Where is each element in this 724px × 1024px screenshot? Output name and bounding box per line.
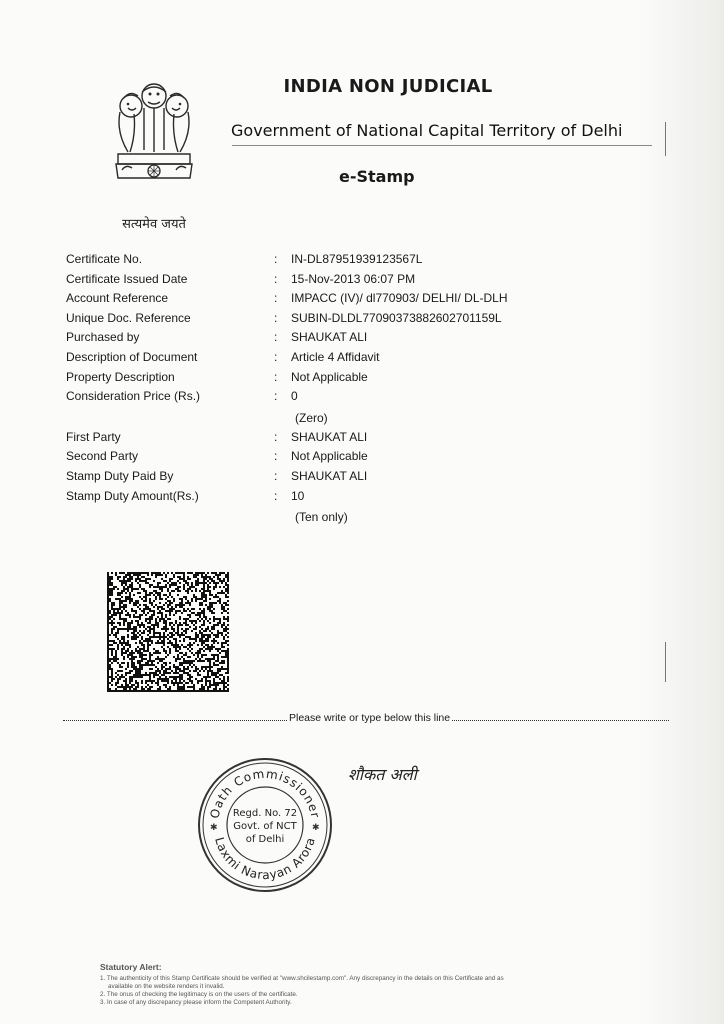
stamp-type: e-Stamp (339, 167, 415, 186)
national-emblem-icon (104, 78, 204, 198)
field-value: 10 (291, 488, 305, 503)
field-label: Certificate Issued Date (66, 271, 188, 286)
divider-text: Please write or type below this line (289, 712, 451, 724)
field-label: First Party (66, 429, 121, 444)
seal-center-line: of Delhi (245, 834, 285, 845)
field-value: IN-DL87951939123567L (291, 252, 423, 266)
header-rule (232, 145, 652, 146)
amount-in-words-row (66, 409, 626, 430)
field-value: SHAUKAT ALI (291, 330, 368, 345)
oath-commissioner-seal-icon (196, 756, 334, 894)
seal-top-text: Oath Commissioner (207, 766, 323, 820)
field-label: Description of Document (66, 349, 198, 364)
field-row (66, 311, 626, 331)
field-colon: : (274, 369, 278, 384)
field-label: Second Party (66, 449, 139, 464)
field-colon: : (274, 252, 278, 266)
seal-center-line: Govt. of NCT (233, 821, 297, 832)
statutory-alert-note: 1. The authenticity of this Stamp Certificate should be verified at "www.shcilestamp.com". Any discrepancy in the details on this Certificate and as (100, 975, 504, 982)
field-row (66, 350, 626, 370)
field-colon: : (274, 330, 278, 345)
amount-in-words: (Ten only) (295, 510, 348, 525)
field-colon: : (274, 468, 278, 483)
field-row (66, 469, 626, 489)
field-row (66, 430, 626, 450)
field-colon: : (274, 271, 278, 286)
field-row (66, 272, 626, 292)
field-value: 15-Nov-2013 06:07 PM (291, 271, 416, 286)
field-row (66, 389, 626, 409)
statutory-alert-note: 2. The onus of checking the legitimacy is on the users of the certificate. (100, 991, 298, 998)
signature-text: शौकत अली (348, 765, 417, 784)
emblem-motto: सत्यमेव जयते (122, 217, 186, 232)
field-colon: : (274, 449, 278, 464)
certificate-details (66, 252, 626, 529)
field-value: Not Applicable (291, 369, 368, 384)
statutory-alert-title: Statutory Alert: (100, 962, 162, 972)
field-colon: : (274, 349, 278, 364)
field-value: SUBIN-DLDL77090373882602701159L (291, 310, 502, 325)
field-row (66, 330, 626, 350)
statutory-alert-note: 3. In case of any discrepancy please inform the Competent Authority. (100, 999, 292, 1006)
field-colon: : (274, 291, 278, 306)
seal-center-line: Regd. No. 72 (232, 808, 298, 819)
page-edge-shadow (638, 0, 724, 1024)
field-label: Purchased by (66, 330, 140, 345)
seal-star-icon: ✱ (312, 822, 320, 832)
qr-code-icon (107, 572, 229, 692)
field-label: Stamp Duty Paid By (66, 468, 174, 483)
field-label: Account Reference (66, 291, 169, 306)
field-colon: : (274, 488, 278, 503)
margin-bar (665, 642, 666, 682)
field-label: Property Description (66, 369, 175, 384)
field-label: Stamp Duty Amount(Rs.) (66, 488, 199, 503)
margin-bar (665, 122, 666, 156)
field-value: IMPACC (IV)/ dl770903/ DELHI/ DL-DLH (291, 291, 508, 306)
field-row (66, 449, 626, 469)
signature (346, 760, 446, 788)
field-row (66, 489, 626, 509)
field-value: SHAUKAT ALI (291, 429, 368, 444)
field-value: SHAUKAT ALI (291, 468, 368, 483)
field-value: Not Applicable (291, 449, 368, 464)
field-colon: : (274, 429, 278, 444)
document-title: INDIA NON JUDICIAL (283, 76, 493, 97)
field-colon: : (274, 310, 278, 325)
field-colon: : (274, 389, 278, 404)
field-row (66, 252, 626, 272)
field-value: Article 4 Affidavit (291, 349, 380, 364)
seal-star-icon: ✱ (210, 822, 218, 832)
statutory-alert (100, 962, 640, 1007)
write-below-divider (63, 712, 669, 726)
seal-bottom-text: Laxmi Narayan Arora (212, 835, 318, 883)
government-name: Government of National Capital Territory of Delhi (231, 121, 623, 140)
field-label: Consideration Price (Rs.) (66, 389, 201, 404)
field-row (66, 370, 626, 390)
field-row (66, 291, 626, 311)
field-label: Certificate No. (66, 252, 143, 266)
field-label: Unique Doc. Reference (66, 310, 191, 325)
field-value: 0 (291, 389, 298, 404)
consideration-in-words: (Zero) (295, 410, 328, 425)
statutory-alert-note: available on the website renders it invalid. (108, 983, 225, 990)
amount-in-words-row (66, 508, 626, 529)
